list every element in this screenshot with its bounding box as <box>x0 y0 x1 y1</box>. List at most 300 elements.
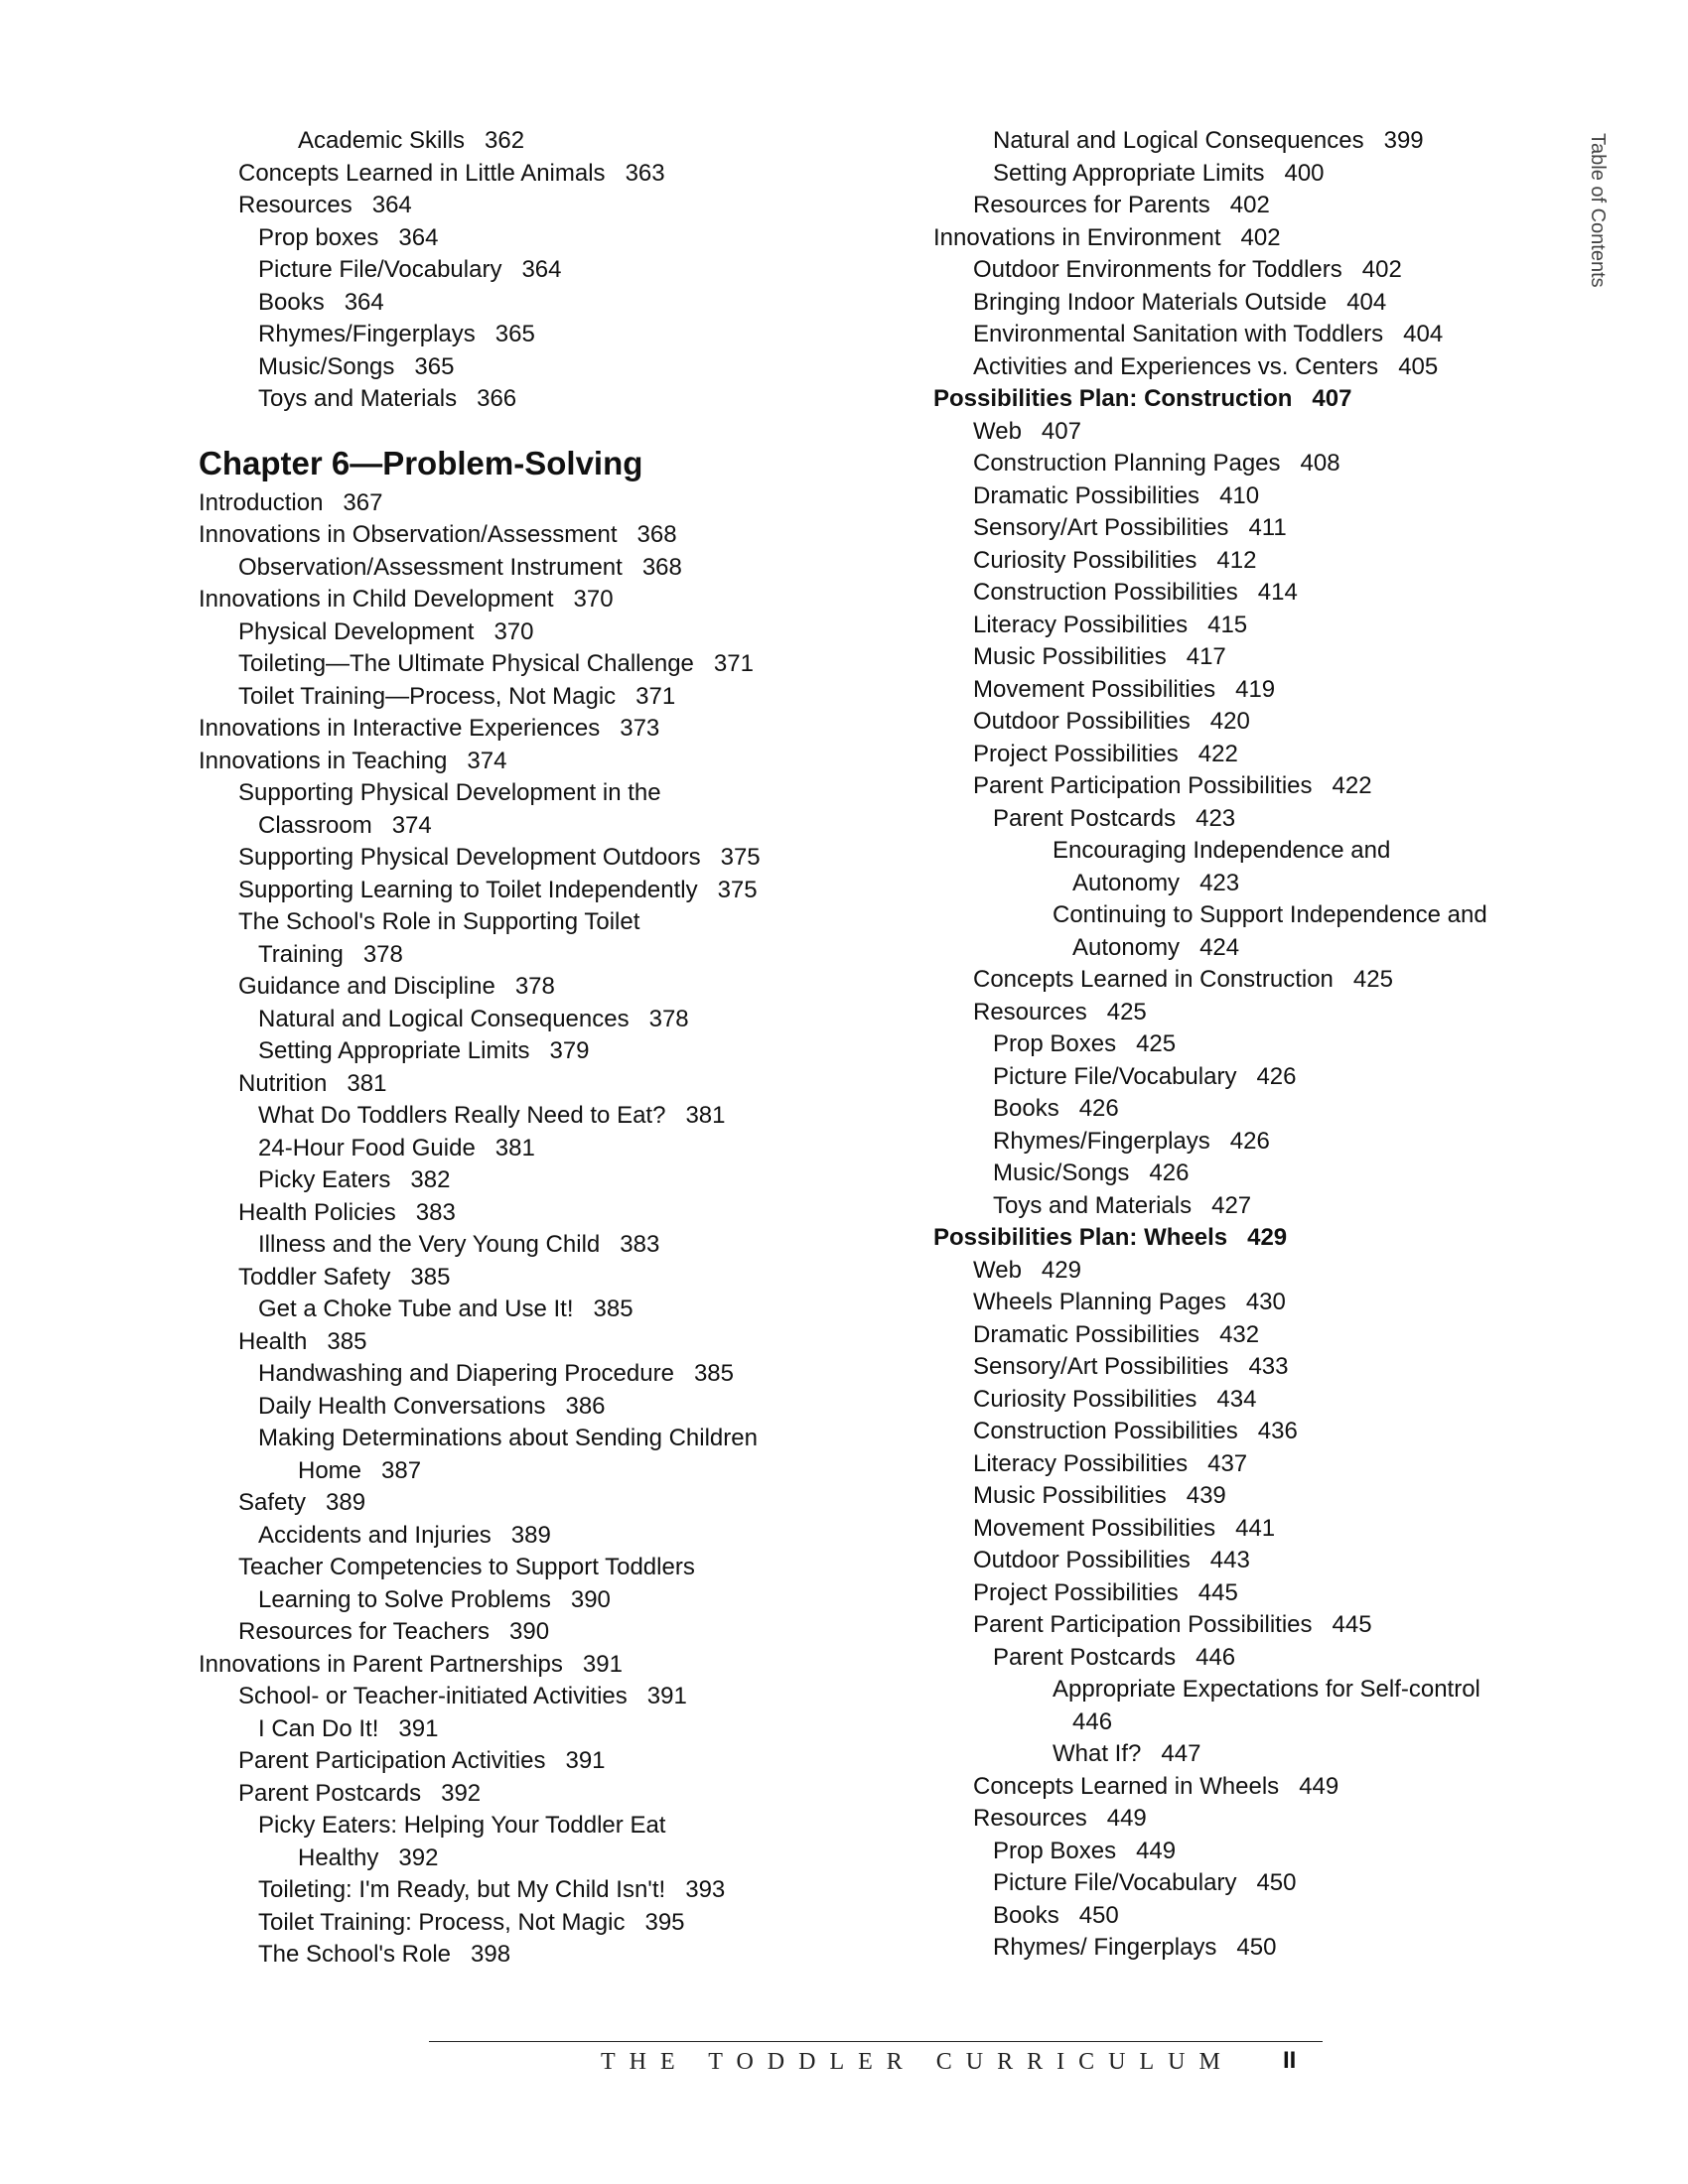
entry-title: Construction Planning Pages <box>973 450 1281 477</box>
entry-page-number: 389 <box>326 1489 366 1516</box>
entry-page-number: 425 <box>1136 1030 1177 1057</box>
entry-page-number: 385 <box>593 1296 633 1322</box>
toc-entry <box>199 1681 914 1713</box>
entry-title: Web <box>973 417 1022 445</box>
toc-entry <box>933 641 1569 674</box>
entry-title: Encouraging Independence and <box>1053 837 1391 864</box>
entry-title: School- or Teacher-initiated Activities <box>238 1683 628 1709</box>
entry-title: Academic Skills <box>298 127 466 154</box>
entry-page-number: 381 <box>494 1134 535 1161</box>
toc-entry <box>933 868 1569 900</box>
toc-entry <box>199 648 914 681</box>
toc-entry <box>199 906 914 939</box>
entry-page-number: 410 <box>1219 481 1260 509</box>
toc-entry <box>933 1900 1569 1933</box>
toc-entry <box>933 1287 1569 1319</box>
side-tab-label: Table of Contents <box>1587 133 1609 288</box>
entry-page-number: 412 <box>1216 546 1257 574</box>
entry-title: 24-Hour Food Guide <box>258 1134 476 1161</box>
toc-entry <box>199 158 914 191</box>
entry-page-number: 390 <box>509 1618 550 1645</box>
entry-page-number: 364 <box>398 223 439 251</box>
toc-entry <box>199 875 914 907</box>
toc-entry <box>199 125 914 158</box>
entry-title: Curiosity Possibilities <box>973 1385 1197 1413</box>
toc-entry <box>933 610 1569 642</box>
toc-entry <box>199 1616 914 1649</box>
toc-entry <box>199 1843 914 1875</box>
toc-entry <box>933 835 1569 868</box>
entry-title: Parent Postcards <box>993 804 1177 832</box>
toc-entry <box>199 1423 914 1455</box>
entry-page-number: 432 <box>1219 1320 1260 1348</box>
footer-page-number: II <box>1283 2047 1297 2074</box>
entry-title: Autonomy <box>1072 933 1181 961</box>
entry-title: Movement Possibilities <box>973 675 1216 703</box>
toc-entry <box>933 1448 1569 1481</box>
entry-title: Picture File/Vocabulary <box>993 1869 1237 1896</box>
entry-title: Resources <box>973 1805 1087 1832</box>
entry-page-number: 383 <box>415 1198 456 1226</box>
toc-entry <box>199 1164 914 1197</box>
entry-title: Parent Postcards <box>238 1779 422 1807</box>
entry-title: Outdoor Possibilities <box>973 708 1191 735</box>
entry-page-number: 375 <box>720 844 761 871</box>
entry-title: Supporting Learning to Toilet Independently <box>238 876 698 903</box>
entry-page-number: 386 <box>565 1392 606 1420</box>
toc-entry <box>933 1028 1569 1061</box>
entry-title: The School's Role <box>258 1941 452 1968</box>
entry-page-number: 423 <box>1199 869 1240 896</box>
entry-page-number: 393 <box>685 1876 726 1903</box>
toc-entry <box>199 1197 914 1230</box>
toc-entry <box>933 545 1569 578</box>
entry-title: Setting Appropriate Limits <box>993 159 1265 187</box>
entry-page-number: 365 <box>414 352 455 380</box>
toc-entry <box>199 1874 914 1907</box>
entry-page-number: 407 <box>1041 417 1081 445</box>
entry-page-number: 450 <box>1236 1934 1277 1961</box>
entry-page-number: 373 <box>620 715 660 742</box>
entry-title: Sensory/Art Possibilities <box>973 514 1229 541</box>
toc-entry <box>933 158 1569 191</box>
entry-title: Toilet Training: Process, Not Magic <box>258 1908 626 1936</box>
toc-entry <box>199 552 914 585</box>
toc-entry <box>933 1126 1569 1159</box>
toc-entry <box>933 1480 1569 1513</box>
toc-entry <box>933 1642 1569 1675</box>
entry-title: Parent Participation Activities <box>238 1747 546 1774</box>
entry-page-number: 446 <box>1196 1643 1236 1671</box>
entry-page-number: 378 <box>362 940 403 968</box>
entry-title: Resources for Teachers <box>238 1618 491 1645</box>
toc-entry <box>199 383 914 416</box>
toc-entry <box>199 254 914 287</box>
toc-entry <box>199 777 914 810</box>
toc-entry <box>933 222 1569 255</box>
toc-entry <box>933 1061 1569 1094</box>
entry-title: Picky Eaters <box>258 1166 391 1193</box>
entry-title: Toileting: I'm Ready, but My Child Isn't! <box>258 1876 666 1903</box>
entry-title: Classroom <box>258 811 372 839</box>
entry-page-number: 407 <box>1312 385 1352 412</box>
entry-title: Music/Songs <box>258 352 395 380</box>
toc-entry <box>933 997 1569 1029</box>
entry-page-number: 417 <box>1186 643 1226 670</box>
toc-entry <box>933 739 1569 771</box>
entry-title: Parent Participation Possibilities <box>973 1611 1313 1638</box>
entry-title: Rhymes/Fingerplays <box>993 1127 1210 1155</box>
entry-title: Handwashing and Diapering Procedure <box>258 1360 674 1387</box>
toc-entry <box>199 190 914 222</box>
entry-title: Innovations in Observation/Assessment <box>199 521 618 548</box>
toc-entry <box>933 1416 1569 1448</box>
entry-title: Innovations in Environment <box>933 223 1221 251</box>
chapter-heading <box>199 444 914 483</box>
entry-title: Construction Possibilities <box>973 1418 1238 1444</box>
entry-title: Physical Development <box>238 617 475 645</box>
entry-title: Outdoor Environments for Toddlers <box>973 256 1342 283</box>
entry-page-number: 363 <box>625 159 665 187</box>
toc-entry <box>933 1706 1569 1739</box>
entry-page-number: 385 <box>693 1360 734 1387</box>
toc-entry <box>933 803 1569 836</box>
entry-page-number: 425 <box>1352 966 1393 993</box>
entry-title: Supporting Physical Development in the <box>238 779 661 806</box>
toc-entry <box>199 1035 914 1068</box>
toc-entry <box>199 1326 914 1359</box>
entry-page-number: 436 <box>1257 1418 1298 1444</box>
section-heading <box>933 383 1569 416</box>
entry-page-number: 374 <box>391 811 432 839</box>
toc-entry <box>933 577 1569 610</box>
toc-entry <box>199 1810 914 1843</box>
entry-page-number: 430 <box>1245 1289 1286 1315</box>
toc-entry <box>933 1674 1569 1706</box>
entry-page-number: 374 <box>467 747 507 774</box>
entry-page-number: 437 <box>1207 1449 1248 1477</box>
entry-title: Possibilities Plan: Construction <box>933 385 1293 412</box>
entry-page-number: 371 <box>713 650 754 677</box>
toc-entry <box>199 681 914 714</box>
entry-title: 446 <box>1072 1707 1113 1735</box>
entry-page-number: 426 <box>1078 1095 1119 1122</box>
entry-page-number: 400 <box>1284 159 1325 187</box>
entry-page-number: 364 <box>521 256 562 283</box>
toc-entry <box>199 1713 914 1746</box>
entry-title: Dramatic Possibilities <box>973 1320 1200 1348</box>
toc-entry <box>933 190 1569 222</box>
toc-entry <box>933 1545 1569 1577</box>
toc-entry <box>199 1584 914 1617</box>
entry-page-number: 402 <box>1240 223 1281 251</box>
entry-page-number: 434 <box>1216 1385 1257 1413</box>
toc-entry <box>933 287 1569 320</box>
entry-title: Movement Possibilities <box>973 1514 1216 1542</box>
toc-entry <box>199 1229 914 1262</box>
toc-entry <box>199 1294 914 1326</box>
entry-title: Picture File/Vocabulary <box>993 1062 1237 1090</box>
entry-page-number: 408 <box>1300 450 1340 477</box>
entry-title: Picture File/Vocabulary <box>258 256 502 283</box>
entry-title: Resources <box>973 998 1087 1025</box>
entry-title: Home <box>298 1456 362 1484</box>
entry-title: Outdoor Possibilities <box>973 1547 1191 1573</box>
toc-entry <box>933 899 1569 932</box>
entry-title: Picky Eaters: Helping Your Toddler Eat <box>258 1812 666 1839</box>
entry-title: Books <box>993 1901 1059 1929</box>
entry-title: Prop Boxes <box>993 1837 1117 1864</box>
toc-entry <box>199 1487 914 1520</box>
entry-title: What Do Toddlers Really Need to Eat? <box>258 1102 666 1129</box>
entry-page-number: 425 <box>1106 998 1147 1025</box>
entry-page-number: 391 <box>646 1683 687 1709</box>
entry-page-number: 441 <box>1235 1514 1276 1542</box>
toc-entry <box>933 480 1569 513</box>
entry-page-number: 445 <box>1197 1578 1238 1606</box>
toc-entry <box>199 1391 914 1424</box>
toc-entry <box>199 1133 914 1165</box>
entry-page-number: 429 <box>1041 1256 1081 1284</box>
entry-page-number: 445 <box>1332 1611 1372 1638</box>
entry-title: Healthy <box>298 1843 379 1871</box>
entry-title: Training <box>258 940 344 968</box>
toc-entry <box>199 971 914 1004</box>
toc-entry <box>199 1939 914 1972</box>
entry-title: Concepts Learned in Construction <box>973 966 1334 993</box>
toc-entry <box>933 1771 1569 1804</box>
entry-page-number: 382 <box>410 1166 451 1193</box>
toc-entry <box>199 351 914 384</box>
toc-entry <box>933 1384 1569 1417</box>
entry-page-number: 378 <box>514 973 555 1000</box>
entry-title: Wheels Planning Pages <box>973 1289 1226 1315</box>
toc-entry <box>199 1262 914 1295</box>
toc-entry <box>933 932 1569 965</box>
toc-entry <box>933 1738 1569 1771</box>
entry-title: Resources <box>238 192 352 218</box>
entry-title: Literacy Possibilities <box>973 1449 1189 1477</box>
entry-page-number: 370 <box>493 617 534 645</box>
entry-page-number: 404 <box>1403 321 1444 347</box>
toc-entry <box>933 351 1569 384</box>
entry-page-number: 414 <box>1257 579 1298 606</box>
entry-page-number: 439 <box>1186 1482 1226 1509</box>
entry-title: Web <box>973 1256 1022 1284</box>
entry-title: Activities and Experiences vs. Centers <box>973 352 1379 380</box>
entry-page-number: 404 <box>1346 288 1387 316</box>
toc-entry <box>933 964 1569 997</box>
toc-entry <box>933 1609 1569 1642</box>
entry-page-number: 381 <box>685 1102 726 1129</box>
toc-entry <box>199 1100 914 1133</box>
toc-entry <box>933 254 1569 287</box>
entry-page-number: 449 <box>1136 1837 1177 1864</box>
entry-page-number: 443 <box>1209 1547 1250 1573</box>
entry-title: Toileting—The Ultimate Physical Challenge <box>238 650 694 677</box>
entry-page-number: 433 <box>1248 1353 1289 1380</box>
entry-title: Accidents and Injuries <box>258 1521 492 1549</box>
entry-page-number: 387 <box>381 1456 422 1484</box>
entry-title: Appropriate Expectations for Self-control <box>1053 1676 1480 1703</box>
entry-page-number: 426 <box>1256 1062 1297 1090</box>
entry-title: Project Possibilities <box>973 740 1179 767</box>
footer-rule <box>429 2041 1323 2042</box>
toc-entry <box>199 319 914 351</box>
entry-title: Parent Postcards <box>993 1643 1177 1671</box>
entry-title: Supporting Physical Development Outdoors <box>238 844 701 871</box>
entry-page-number: 389 <box>510 1521 551 1549</box>
toc-entry <box>199 519 914 552</box>
toc-entry <box>933 416 1569 449</box>
toc-entry <box>933 706 1569 739</box>
toc-entry <box>199 1004 914 1036</box>
entry-page-number: 450 <box>1256 1869 1297 1896</box>
entry-page-number: 392 <box>441 1779 482 1807</box>
entry-page-number: 385 <box>410 1263 451 1291</box>
entry-page-number: 381 <box>347 1069 387 1097</box>
entry-title: Natural and Logical Consequences <box>258 1005 630 1032</box>
entry-page-number: 379 <box>549 1037 590 1064</box>
entry-title: Illness and the Very Young Child <box>258 1231 601 1258</box>
entry-title: Rhymes/Fingerplays <box>258 321 476 347</box>
entry-page-number: 415 <box>1207 611 1248 638</box>
footer-title: THE TODDLER CURRICULUM <box>601 2049 1234 2075</box>
entry-title: Concepts Learned in Little Animals <box>238 159 606 187</box>
entry-title: Chapter 6—Problem-Solving <box>199 444 643 481</box>
entry-title: Toys and Materials <box>993 1191 1193 1219</box>
toc-entry <box>933 448 1569 480</box>
entry-page-number: 422 <box>1332 772 1372 799</box>
toc-entry <box>933 1836 1569 1868</box>
entry-page-number: 364 <box>371 192 412 218</box>
entry-title: Construction Possibilities <box>973 579 1238 606</box>
entry-page-number: 411 <box>1248 514 1287 541</box>
toc-entry <box>933 319 1569 351</box>
entry-title: Guidance and Discipline <box>238 973 495 1000</box>
entry-page-number: 391 <box>582 1650 623 1678</box>
toc-entry <box>933 1255 1569 1288</box>
entry-title: Bringing Indoor Materials Outside <box>973 288 1328 316</box>
entry-title: Continuing to Support Independence and <box>1053 901 1487 928</box>
entry-page-number: 422 <box>1197 740 1238 767</box>
entry-title: Innovations in Child Development <box>199 586 554 613</box>
toc-entry <box>199 287 914 320</box>
entry-title: Prop boxes <box>258 223 379 251</box>
toc-entry <box>933 1577 1569 1610</box>
section-heading <box>933 1222 1569 1255</box>
entry-title: Innovations in Parent Partnerships <box>199 1650 563 1678</box>
toc-entry <box>933 1093 1569 1126</box>
entry-title: Toys and Materials <box>258 385 458 412</box>
toc-entry <box>199 713 914 746</box>
toc-entry <box>199 842 914 875</box>
toc-entry <box>199 616 914 649</box>
toc-entry <box>199 746 914 778</box>
entry-page-number: 375 <box>717 876 758 903</box>
entry-title: Music Possibilities <box>973 1482 1167 1509</box>
entry-page-number: 398 <box>471 1941 511 1968</box>
toc-entry <box>199 222 914 255</box>
toc-entry <box>933 770 1569 803</box>
entry-title: Teacher Competencies to Support Toddlers <box>238 1554 695 1580</box>
entry-page-number: 378 <box>648 1005 689 1032</box>
entry-page-number: 402 <box>1361 256 1402 283</box>
entry-page-number: 395 <box>644 1908 685 1936</box>
entry-title: I Can Do It! <box>258 1714 379 1742</box>
toc-entry <box>199 939 914 972</box>
toc-left-column <box>199 125 914 1972</box>
entry-title: Project Possibilities <box>973 1578 1179 1606</box>
entry-title: Making Determinations about Sending Children <box>258 1425 758 1451</box>
entry-page-number: 370 <box>573 586 614 613</box>
toc-entry <box>199 487 914 520</box>
entry-title: Toilet Training—Process, Not Magic <box>238 682 617 710</box>
entry-page-number: 365 <box>494 321 535 347</box>
entry-page-number: 391 <box>565 1747 606 1774</box>
toc-entry <box>199 1552 914 1584</box>
entry-title: Parent Participation Possibilities <box>973 772 1313 799</box>
toc-entry <box>933 1513 1569 1546</box>
toc-entry <box>933 1932 1569 1965</box>
toc-entry <box>933 1319 1569 1352</box>
entry-title: Sensory/Art Possibilities <box>973 1353 1229 1380</box>
entry-title: Music Possibilities <box>973 643 1167 670</box>
toc-entry <box>933 125 1569 158</box>
entry-page-number: 424 <box>1199 933 1240 961</box>
entry-title: Environmental Sanitation with Toddlers <box>973 321 1384 347</box>
entry-page-number: 383 <box>620 1231 660 1258</box>
entry-page-number: 426 <box>1149 1160 1190 1186</box>
entry-page-number: 364 <box>344 288 384 316</box>
entry-page-number: 429 <box>1247 1224 1288 1251</box>
entry-title: Prop Boxes <box>993 1030 1117 1057</box>
entry-title: Health <box>238 1327 308 1355</box>
entry-page-number: 449 <box>1106 1805 1147 1832</box>
entry-page-number: 368 <box>636 521 677 548</box>
toc-entry <box>933 1803 1569 1836</box>
entry-page-number: 420 <box>1209 708 1250 735</box>
entry-page-number: 366 <box>477 385 517 412</box>
entry-title: Books <box>993 1095 1059 1122</box>
toc-entry <box>199 1649 914 1682</box>
entry-title: Daily Health Conversations <box>258 1392 546 1420</box>
entry-title: Get a Choke Tube and Use It! <box>258 1296 574 1322</box>
entry-page-number: 371 <box>635 682 676 710</box>
entry-title: Possibilities Plan: Wheels <box>933 1224 1228 1251</box>
entry-title: Resources for Parents <box>973 192 1210 218</box>
entry-page-number: 423 <box>1196 804 1236 832</box>
toc-entry <box>199 810 914 843</box>
entry-title: Toddler Safety <box>238 1263 391 1291</box>
toc-entry <box>933 1351 1569 1384</box>
toc-entry <box>199 1068 914 1101</box>
entry-page-number: 450 <box>1078 1901 1119 1929</box>
entry-page-number: 426 <box>1229 1127 1270 1155</box>
entry-title: Autonomy <box>1072 869 1181 896</box>
entry-title: Rhymes/ Fingerplays <box>993 1934 1217 1961</box>
entry-page-number: 447 <box>1161 1740 1201 1767</box>
entry-title: Observation/Assessment Instrument <box>238 553 623 581</box>
entry-title: Setting Appropriate Limits <box>258 1037 530 1064</box>
entry-page-number: 427 <box>1211 1191 1252 1219</box>
toc-entry <box>199 1455 914 1488</box>
toc-entry <box>199 1520 914 1553</box>
entry-title: What If? <box>1053 1740 1142 1767</box>
entry-page-number: 368 <box>641 553 682 581</box>
toc-entry <box>933 1158 1569 1190</box>
toc-entry <box>199 1745 914 1778</box>
